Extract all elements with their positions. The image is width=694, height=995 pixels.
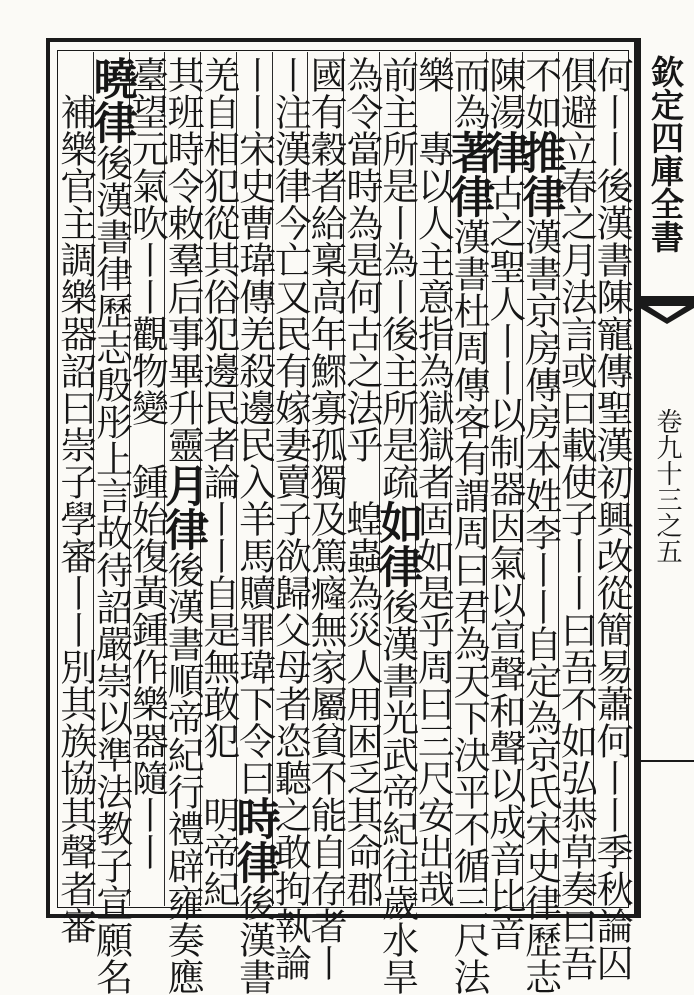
column-text: 羌自相犯從其俗犯邊民者論丨丨自是無敢犯 (196, 56, 240, 759)
entry-heading: 律 (478, 130, 530, 174)
column-text: 漢書京房傳房本姓李丨丨自定為京氏宋史律歷志 (518, 218, 562, 995)
column-text: 樂 (411, 56, 455, 93)
column-text: 後漢書律歷志殷彤上言故待詔嚴崇以準法教子宣願名 (89, 144, 133, 995)
margin-tick (640, 760, 694, 762)
column-text: 俱避立春之月法言或曰載使子丨丨曰吾不如弘恭草奏曰吾 (554, 56, 598, 981)
column-text: 明帝紀 (196, 796, 240, 907)
column-text: 古之聖人丨丨以制器因氣以宣聲和聲以成音比音 (482, 174, 526, 951)
fishtail-mark-icon (640, 296, 694, 328)
column-text: 為令當時為是何古之法乎 (339, 56, 383, 463)
fold-edge-line (638, 38, 641, 918)
column-text: 丨注漢律今亡又民有嫁妻賣子欲歸父母者恣聽之敢拘執論 (268, 56, 312, 981)
column-text: 後漢書 (232, 884, 276, 995)
juan-number: 卷九十三之五 (652, 408, 682, 564)
column-text: 陳湯 (482, 56, 526, 130)
entry-heading: 推律 (514, 130, 566, 218)
column-text: 前主所是丨為丨後主所是疏 (375, 56, 419, 500)
column-text: 後漢書光武帝紀往歲水旱 (375, 588, 419, 995)
book-title: 欽定四庫全書 (646, 55, 685, 253)
column-text: 臺望元氣吹丨丨觀物變 (125, 56, 169, 426)
entry-heading: 月律 (157, 463, 209, 551)
entry-heading: 著律 (443, 130, 495, 218)
column-text: 丨丨宋史曹瑋傳羌殺邊民入羊馬贖罪瑋下令曰 (232, 56, 276, 796)
column-text: 國有穀者給稟高年鰥寡孤獨及篤癃無家屬貧不能自存者丨 (304, 56, 348, 981)
column-text: 後漢書順帝紀行禮辟雍奏應 (161, 551, 205, 995)
column-text: 鍾始復黃鍾作樂器隨丨丨 (125, 463, 169, 870)
column-text: 何丨丨後漢書陳寵傳聖漢初興改從簡易蕭何丨丨季秋論囚 (590, 56, 634, 981)
column-text (54, 56, 97, 93)
column-text: 其班時令敕羣后事畢升靈 (161, 56, 205, 463)
entry-heading: 時律 (228, 796, 280, 884)
column-text: 而為 (447, 56, 491, 130)
text-column (53, 56, 97, 944)
column-text: 不如 (518, 56, 562, 130)
column-text: 漢書杜周傳客有謂周曰君為天下決平不循三尺法 (447, 218, 491, 995)
column-text: 補樂官主調樂器詔曰崇子學審丨丨別其族協其聲者審 (53, 93, 97, 944)
entry-heading: 如律 (371, 500, 423, 588)
entry-heading: 曉律 (85, 56, 137, 144)
column-text: 蝗蟲為災人用困乏其命郡 (339, 500, 383, 907)
column-text: 專以人主意指為獄獄者固如是乎周曰三尺安出哉 (411, 130, 455, 907)
